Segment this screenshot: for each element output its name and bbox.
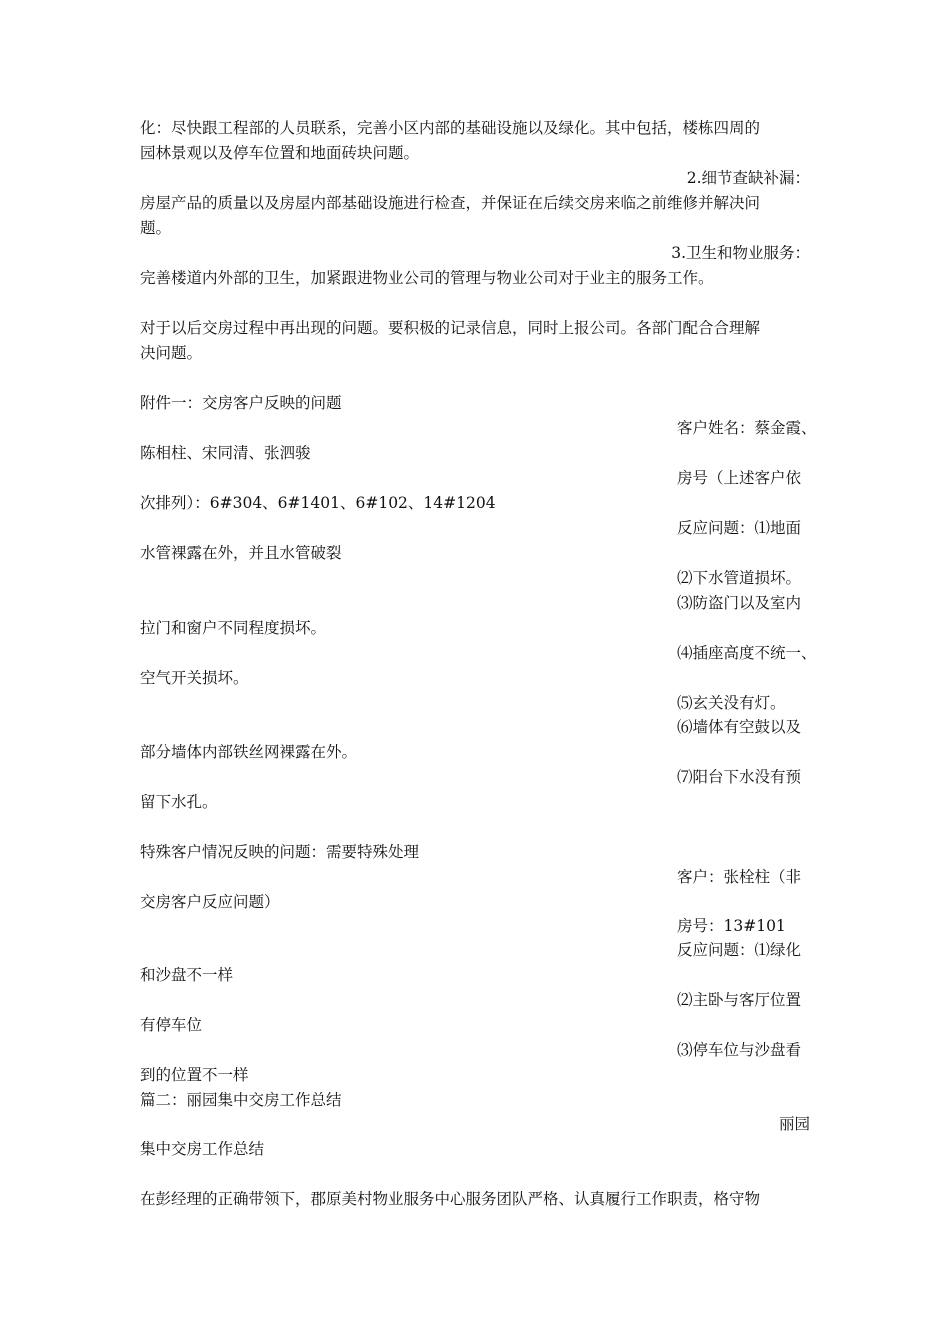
text-line: 集中交房工作总结	[140, 1140, 265, 1158]
text-line: 丽园	[778, 1115, 810, 1133]
text-line: 特殊客户情况反映的问题：需要特殊处理	[140, 843, 420, 861]
text-line: 客户：张栓柱（非	[677, 868, 802, 886]
text-line: 到的位置不一样	[140, 1066, 249, 1084]
text-line: ⑶停车位与沙盘看	[677, 1041, 802, 1059]
text-line: 题。	[140, 219, 172, 237]
section-title: 篇二：丽园集中交房工作总结	[140, 1091, 342, 1109]
text-line: 陈相柱、宋同清、张泗骏	[140, 444, 311, 462]
text-line: 交房客户反应问题）	[140, 893, 280, 911]
text-line: 和沙盘不一样	[140, 966, 234, 984]
text-line: 反应问题：⑴地面	[677, 519, 802, 537]
section-heading: 3.卫生和物业服务：	[671, 244, 810, 262]
text-line: ⑵主卧与客厅位置	[677, 991, 802, 1009]
text-line: ⑶防盗门以及室内	[677, 594, 802, 612]
text-line: ⑵下水管道损坏。	[677, 569, 802, 587]
text-line: 留下水孔。	[140, 793, 218, 811]
text-line: 在彭经理的正确带领下，郡原美村物业服务中心服务团队严格、认真履行工作职责，格守物	[140, 1190, 761, 1208]
text-line: 次排列）：6#304、6#1401、6#102、14#1204	[140, 494, 496, 512]
text-line: 客户姓名：蔡金霞、	[677, 419, 817, 437]
text-line: 房屋产品的质量以及房屋内部基础设施进行检查，并保证在后续交房来临之前维修并解决问	[140, 194, 761, 212]
text-line: ⑷插座高度不统一、	[677, 644, 817, 662]
text-line: 空气开关损坏。	[140, 669, 249, 687]
text-line: 化：尽快跟工程部的人员联系，完善小区内部的基础设施以及绿化。其中包括，楼栋四周的	[140, 119, 761, 137]
section-heading: 2.细节查缺补漏：	[686, 169, 810, 187]
text-line: 房号（上述客户依	[677, 469, 802, 487]
text-line: 反应问题：⑴绿化	[677, 941, 802, 959]
text-line: 完善楼道内外部的卫生，加紧跟进物业公司的管理与物业公司对于业主的服务工作。	[140, 269, 714, 287]
text-line: 对于以后交房过程中再出现的问题。要积极的记录信息，同时上报公司。各部门配合合理解	[140, 319, 761, 337]
text-line: ⑺阳台下水没有预	[677, 768, 802, 786]
text-line: 有停车位	[140, 1016, 203, 1034]
text-line: 水管裸露在外，并且水管破裂	[140, 544, 342, 562]
text-line: 拉门和窗户不同程度损坏。	[140, 619, 327, 637]
text-line: 房号：13#101	[677, 917, 786, 935]
text-line: 部分墙体内部铁丝网裸露在外。	[140, 743, 358, 761]
text-line: 决问题。	[140, 344, 203, 362]
attachment-heading: 附件一：交房客户反映的问题	[140, 394, 342, 412]
text-line: 园林景观以及停车位置和地面砖块问题。	[140, 144, 420, 162]
text-line: ⑹墙体有空鼓以及	[677, 718, 802, 736]
text-line: ⑸玄关没有灯。	[677, 694, 786, 712]
